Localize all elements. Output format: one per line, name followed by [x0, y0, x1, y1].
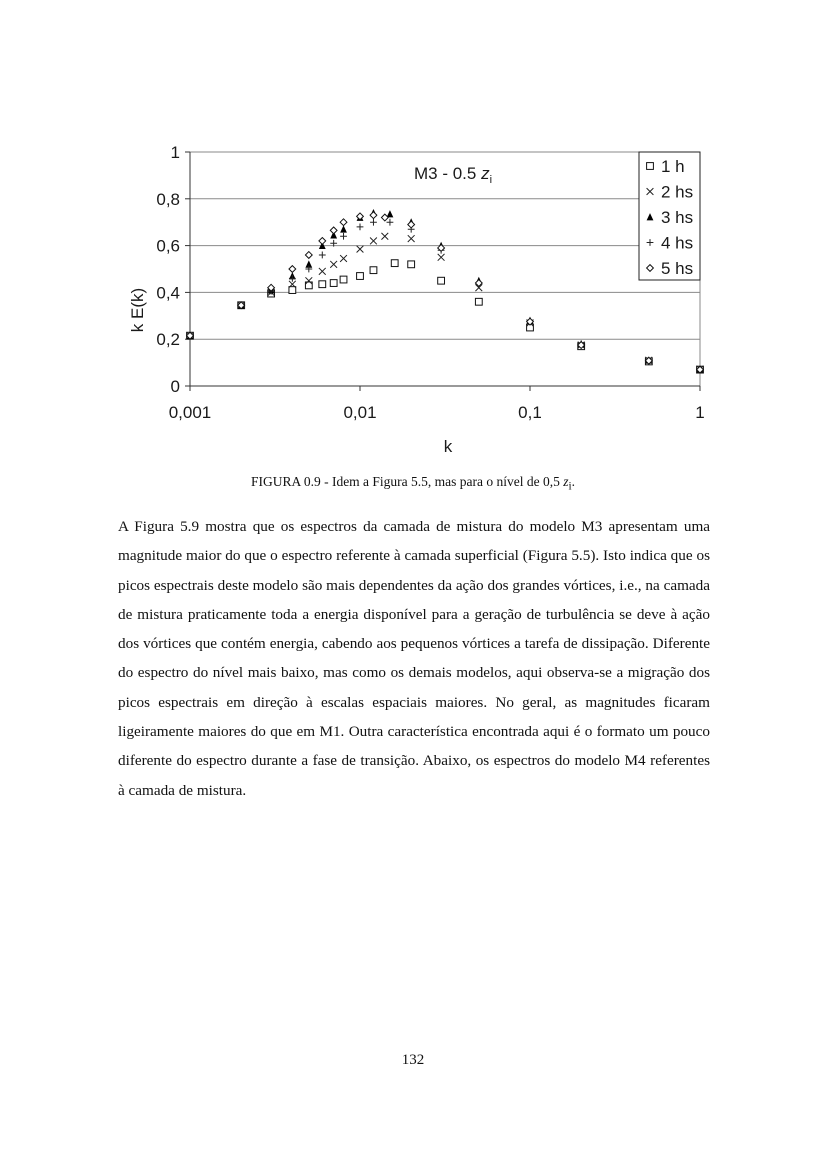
data-point-triangle — [340, 225, 347, 232]
legend-label: 2 hs — [661, 182, 694, 202]
y-tick-label: 0 — [170, 377, 180, 396]
y-axis-label: k E(k) — [128, 287, 147, 333]
grid-lines — [190, 152, 700, 386]
axes — [156, 143, 704, 422]
x-axis-label: k — [443, 437, 453, 456]
data-point-plus — [387, 219, 394, 226]
data-point-square — [475, 298, 482, 305]
data-point-square — [289, 287, 296, 294]
x-tick-label: 0,1 — [518, 403, 542, 422]
y-tick-label: 0,8 — [156, 189, 180, 209]
x-tick-label: 0,001 — [168, 403, 212, 422]
data-point-square — [340, 276, 347, 283]
data-point-square — [370, 267, 377, 274]
legend-label: 3 hs — [661, 208, 694, 227]
y-tick-label: 1 — [170, 143, 180, 162]
data-point-square — [330, 280, 337, 287]
figure-caption: FIGURA 0.9 - Idem a Figura 5.5, mas para o nível de 0,5 $z_i$. — [250, 474, 576, 493]
page-number: 132 — [401, 1052, 425, 1068]
x-tick-label: 1 — [695, 403, 705, 422]
legend-label: 1 h — [661, 157, 685, 176]
spectrum-chart — [120, 138, 710, 460]
data-point-diamond — [408, 221, 415, 228]
data-marks — [187, 209, 704, 373]
data-point-diamond — [370, 212, 377, 219]
data-point-x — [357, 246, 364, 253]
body-paragraph: A Figura 5.9 mostra que os espectros da camada de mistura do modelo M3 apresentam uma magnitude maior do que o espectro referente à camada superficial (Figura 5.5). Isto indica que os picos espectrais deste modelo são mais dependentes da ação dos grandes vórtices, i.e., na camada de mistura praticamente toda a energia disponível para a geração de turbulência se deve à ação dos vórtices que contém energia, cabendo aos pequenos vórtices a tarefa de dissipação. Diferente do espectro do nível mais baixo, mas como os demais modelos, aqui observa-se a migração dos picos espectrais em direção à escalas espaciais maiores. No geral, as magnitudes ficaram ligeiramente maiores do que em M1. Outra característica encontrada aqui é o formato um pouco diferente do espectro durante a fase de transição. Abaixo, os espectros do modelo M4 referentes à camada de mistura. — [118, 518, 710, 799]
data-point-square — [319, 281, 326, 288]
data-point-square — [391, 260, 398, 267]
data-point-diamond — [305, 252, 312, 259]
y-tick-label: 0,2 — [156, 330, 180, 350]
figure-chart — [120, 138, 710, 460]
data-point-x — [438, 254, 445, 261]
data-point-diamond — [319, 238, 326, 245]
y-tick-label: 0,4 — [156, 283, 180, 303]
data-point-plus — [319, 252, 326, 259]
x-tick-label: 0,01 — [343, 403, 377, 422]
chart-title: M3 - 0.5 $z_i$ — [414, 164, 493, 186]
data-point-x — [370, 238, 377, 245]
legend-label: 5 hs — [661, 259, 694, 278]
data-point-square — [357, 273, 364, 280]
data-point-x — [340, 255, 347, 262]
data-point-diamond — [340, 219, 347, 226]
data-point-plus — [340, 233, 347, 240]
data-point-diamond — [289, 266, 296, 273]
data-point-square — [438, 277, 445, 284]
data-point-x — [319, 268, 326, 275]
data-point-diamond — [381, 214, 388, 221]
data-point-diamond — [357, 213, 364, 220]
legend-label: 4 hs — [661, 233, 694, 253]
y-tick-label: 0,6 — [156, 236, 180, 256]
legend-marker-square — [647, 163, 654, 170]
data-point-x — [381, 233, 388, 240]
legend — [639, 152, 700, 280]
data-point-square — [408, 261, 415, 268]
data-point-x — [408, 235, 415, 242]
data-point-x — [330, 261, 337, 268]
data-point-plus — [357, 223, 364, 230]
data-point-plus — [370, 219, 377, 226]
data-point-plus — [289, 275, 296, 282]
data-point-diamond — [330, 227, 337, 234]
